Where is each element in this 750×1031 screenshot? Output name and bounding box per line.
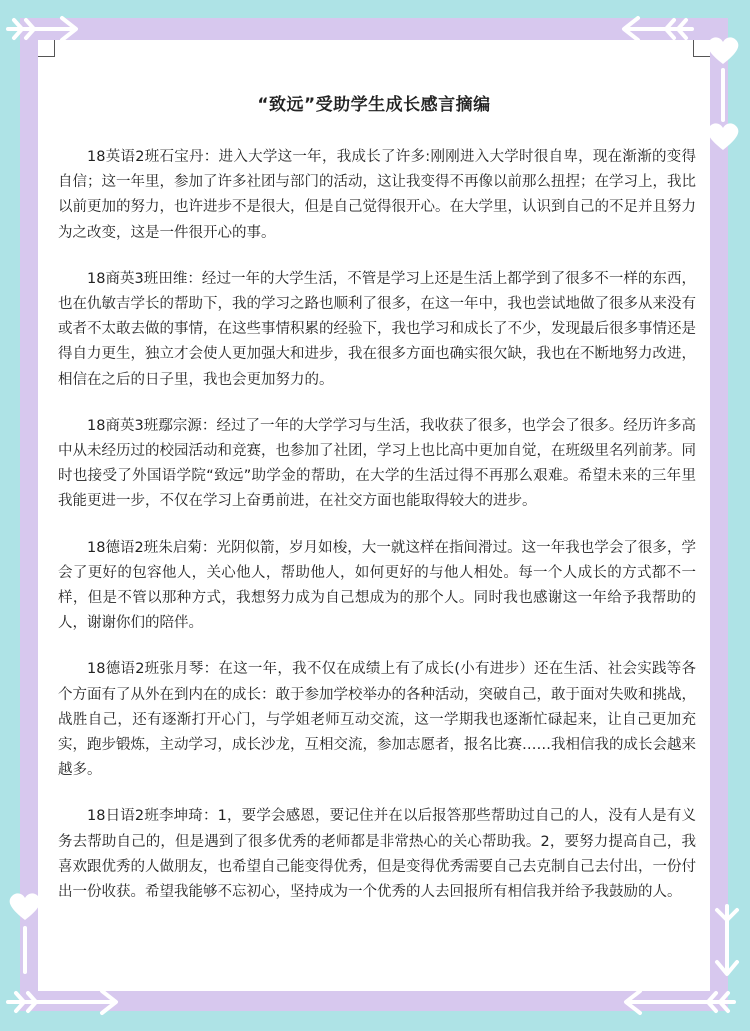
arrow-ornament-icon [705,900,749,980]
paragraph: 18德语2班张月琴：在这一年，我不仅在成绩上有了成长(小有进步）还在生活、社会实践等各个方面有了从外在到内在的成长：敢于参加学校举办的各种活动，突破自己，敢于面对失败和挑战，战胜自己，还有逐渐打开心门，与学姐老师互动交流，这一学期我也逐渐忙碌起来，让自己更加充实，跑步锻炼，主动学习，成长沙龙，互相交流，参加志愿者，报名比赛……我相信我的成长会越来越多。 [58,661,696,779]
paragraph: 18英语2班石宝丹：进入大学这一年，我成长了许多:刚刚进入大学时很自卑，现在渐渐的变得自信；这一年里，参加了许多社团与部门的活动，这让我变得不再像以前那么扭捏；在学习上，我比以前更加的努力，也许进步不是很大，但是自己觉得很开心。在大学里，认识到自己的不足并且努力为之改变，这是一件很开心的事。 [58,149,696,241]
paragraph: 18日语2班李坤琦：1，要学会感恩，要记住并在以后报答那些帮助过自己的人，没有人是有义务去帮助自己的，但是遇到了很多优秀的老师都是非常热心的关心帮助我。2，要努力提高自己，我喜欢跟优秀的人做朋友，也希望自己能变得优秀，但是变得优秀需要自己去克制自己去付出，一份付出一份收获。希望我能够不忘初心，坚持成为一个优秀的人去回报所有相信我并给予我鼓励的人。 [58,808,696,901]
paragraph: 18商英3班田维：经过一年的大学生活，不管是学习上还是生活上都学到了很多不一样的东西，也在仇敏吉学长的帮助下，我的学习之路也顺利了很多，在这一年中，我也尝试地做了很多从来没有或者不太敢去做的事情，在这些事情积累的经验下，我也学习和成长了不少，发现最后很多事情还是得自力更生，独立才会使人更加强大和进步，我在很多方面也确实很欠缺，我也在不断地努力改进，相信在之后的日子里，我也会更加努力的。 [58,270,696,388]
document-title: “致远”受助学生成长感言摘编 [257,95,491,115]
paragraph: 18商英3班鄢宗源：经过了一年的大学学习与生活，我收获了很多，也学会了很多。经历许多高中从未经历过的校园活动和竞赛，也参加了社团，学习上也比高中更加自觉，在班级里名列前茅。同时也接受了外国语学院“致远”助学金的帮助，在大学的生活过得不再那么艰难。希望未来的三年里我能更进一步，不仅在学习上奋勇前进，在社交方面也能取得较大的进步。 [58,417,696,510]
crop-mark [693,40,710,57]
document-body [58,145,696,926]
paragraph: 18德语2班朱启菊：光阴似箭，岁月如梭，大一就这样在指间滑过。这一年我也学会了很多，学会了更好的包容他人，关心他人，帮助他人，如何更好的与他人相处。每一个人成长的方式都不一样，但是不管以那种方式，我想努力成为自己想成为的那个人。同时我也感谢这一年给予我帮助的人，谢谢你们的陪伴。 [58,539,696,632]
document-page [38,40,710,991]
crop-mark [38,40,55,57]
